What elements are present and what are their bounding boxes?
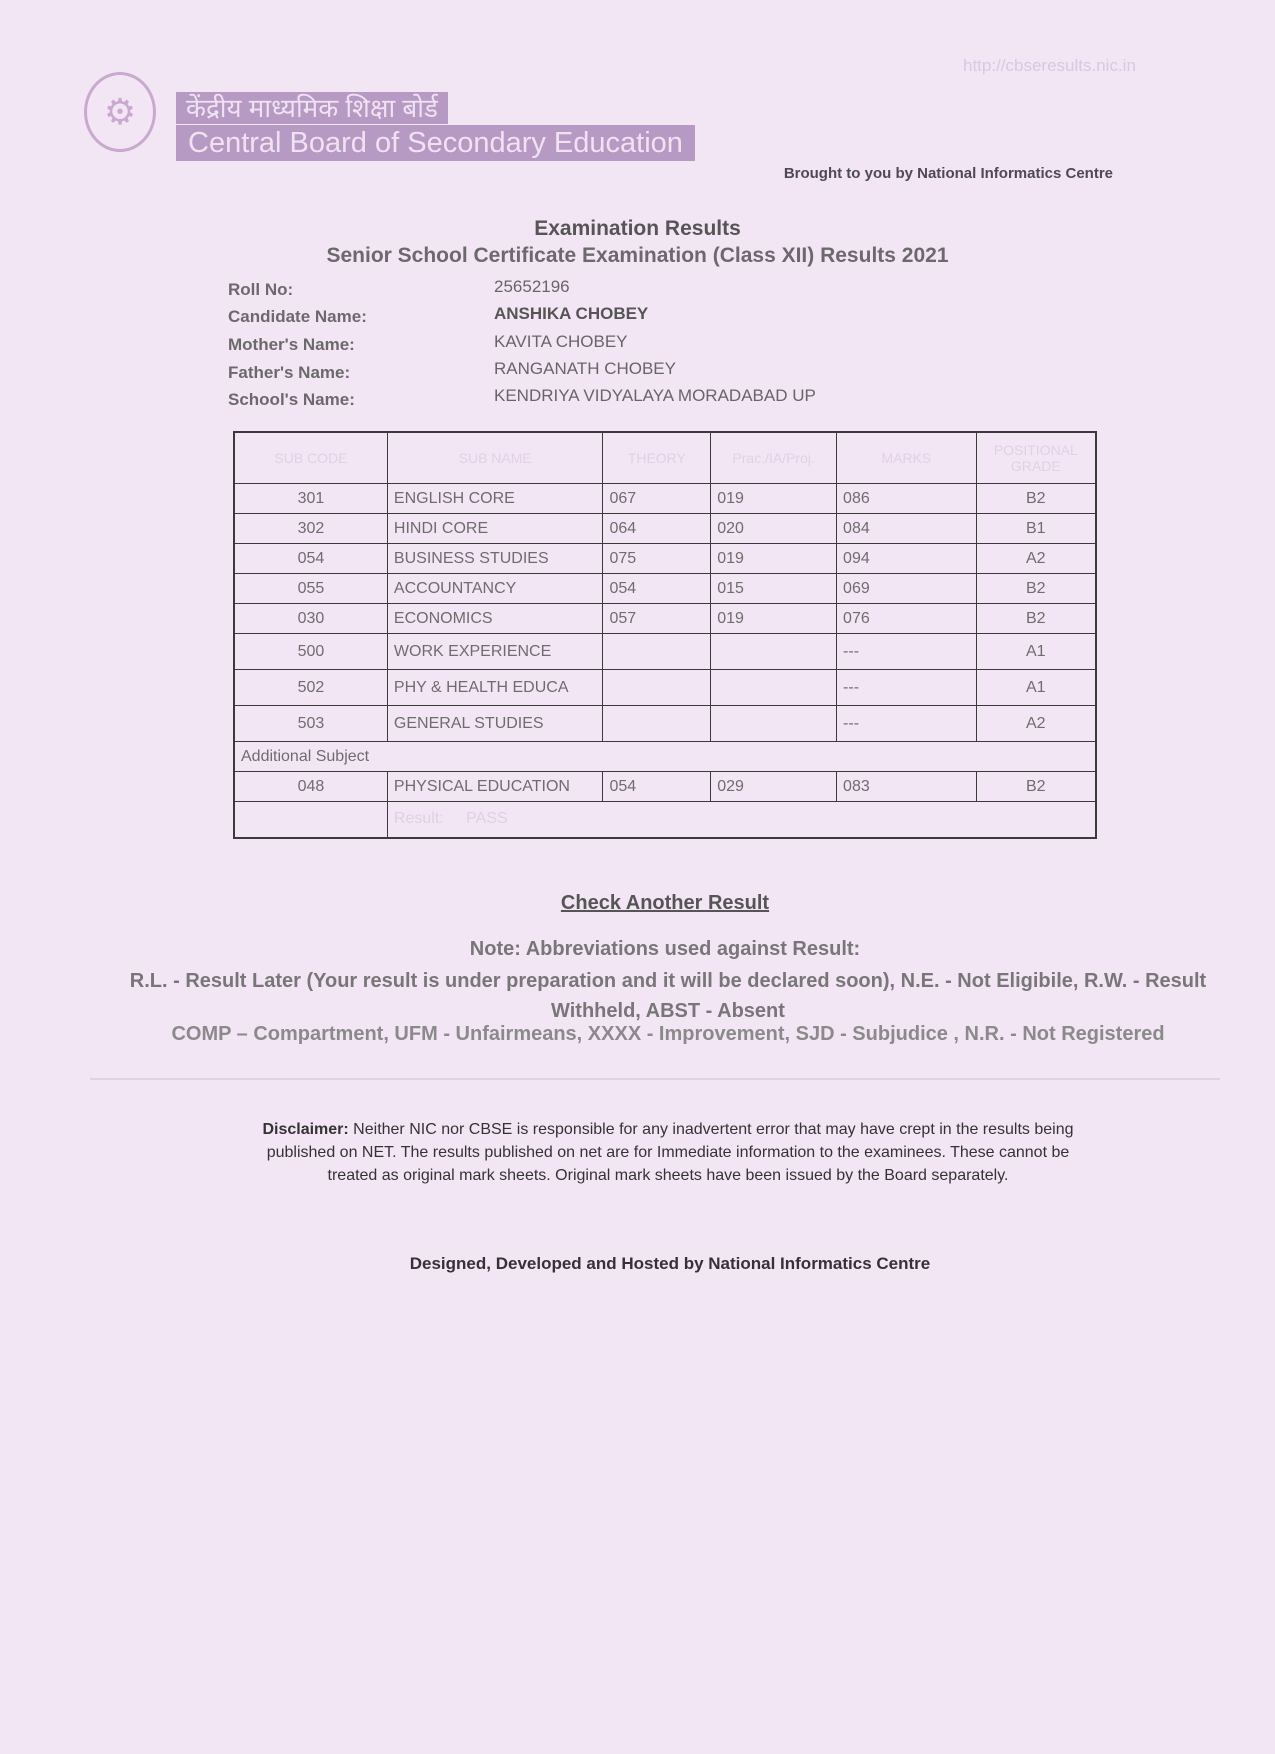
abbreviation-line-2: COMP – Compartment, UFM - Unfairmeans, XXXX - Improvement, SJD - Subjudice , N.R. - Not Registered [171,1023,1165,1045]
grade: A1 [976,670,1096,706]
table-row [234,484,1096,514]
mother-name-label: Mother's Name: [228,335,355,354]
sub-name: WORK EXPERIENCE [387,634,603,670]
table-row [234,574,1096,604]
sub-code: 055 [234,574,387,604]
total-marks: 083 [837,772,977,802]
table-row [234,544,1096,574]
header-practical: Prac./IA/Proj. [711,432,837,484]
additional-subject-label: Additional Subject [234,742,1096,772]
result-value: PASS [466,810,508,828]
grade: A1 [976,634,1096,670]
practical-marks: 029 [711,772,837,802]
school-name-label: School's Name: [228,390,355,409]
table-row [234,706,1096,742]
disclaimer-text: Neither NIC nor CBSE is responsible for any inadvertent error that may have crept in the results being published on NET. The results published on net are for Immediate information to the examinees. These cannot be treated as original mark sheets. Original mark sheets have been issued by the Board separately. [266,1121,1074,1184]
board-english-title: Central Board of Secondary Education [176,125,695,161]
sub-code: 503 [234,706,387,742]
total-marks: 086 [837,484,977,514]
theory-marks: 067 [603,484,711,514]
result-label: Result: [393,810,444,828]
total-marks: --- [837,634,977,670]
table-row [234,772,1096,802]
table-row [234,670,1096,706]
total-marks: 084 [837,514,977,544]
sub-name: BUSINESS STUDIES [387,544,603,574]
practical-marks: 019 [711,484,837,514]
sub-name: GENERAL STUDIES [387,706,603,742]
sub-code: 030 [234,604,387,634]
practical-marks [711,706,837,742]
exam-title: Examination Results [534,217,741,240]
header-grade: POSITIONAL GRADE [976,432,1096,484]
father-name-value: RANGANATH CHOBEY [494,359,676,378]
disclaimer [248,1118,1088,1187]
abbreviation-note-title: Note: Abbreviations used against Result: [469,938,861,960]
sub-name: PHY & HEALTH EDUCA [387,670,603,706]
grade: B1 [976,514,1096,544]
abbreviation-line-1: R.L. - Result Later (Your result is under preparation and it will be declared soon), N.E. - Not Eligibile, R.W. - Result Withheld, ABST - Absent [129,970,1207,1022]
sub-name: ECONOMICS [387,604,603,634]
theory-marks [603,634,711,670]
grade: A2 [976,706,1096,742]
theory-marks: 057 [603,604,711,634]
result-empty-cell [234,802,387,838]
total-marks: 076 [837,604,977,634]
site-url[interactable]: http://cbseresults.nic.in [963,56,1136,75]
board-hindi-title: केंद्रीय माध्यमिक शिक्षा बोर्ड [176,92,448,124]
total-marks: 069 [837,574,977,604]
sub-code: 302 [234,514,387,544]
result-cell [387,802,1096,838]
brought-by-text: Brought to you by National Informatics Centre [783,165,1113,182]
grade: B2 [976,574,1096,604]
designed-by-text: Designed, Developed and Hosted by National Informatics Centre [409,1254,931,1273]
total-marks: --- [837,706,977,742]
exam-subtitle: Senior School Certificate Examination (Class XII) Results 2021 [326,244,949,267]
practical-marks: 019 [711,544,837,574]
candidate-name-value: ANSHIKA CHOBEY [494,304,649,323]
theory-marks: 054 [603,574,711,604]
theory-marks: 064 [603,514,711,544]
sub-name: PHYSICAL EDUCATION [387,772,603,802]
table-row [234,634,1096,670]
practical-marks: 019 [711,604,837,634]
total-marks: 094 [837,544,977,574]
practical-marks [711,634,837,670]
check-another-result-link[interactable]: Check Another Result [560,892,770,914]
sub-code: 048 [234,772,387,802]
table-row [234,514,1096,544]
header-theory: THEORY [603,432,711,484]
results-table [233,431,1097,839]
roll-value: 25652196 [494,277,570,296]
additional-subject-row [234,742,1096,772]
school-name-value: KENDRIYA VIDYALAYA MORADABAD UP [494,386,816,405]
header-marks: MARKS [837,432,977,484]
divider [90,1078,1220,1080]
theory-marks: 054 [603,772,711,802]
theory-marks: 075 [603,544,711,574]
header-sub-name: SUB NAME [387,432,603,484]
total-marks: --- [837,670,977,706]
grade: B2 [976,604,1096,634]
practical-marks: 015 [711,574,837,604]
practical-marks: 020 [711,514,837,544]
mother-name-value: KAVITA CHOBEY [494,332,628,351]
sub-code: 301 [234,484,387,514]
candidate-name-label: Candidate Name: [228,307,367,326]
sub-name: ENGLISH CORE [387,484,603,514]
grade: B2 [976,772,1096,802]
disclaimer-label: Disclaimer: [262,1121,349,1138]
sub-name: HINDI CORE [387,514,603,544]
emblem-icon: ⚙ [103,91,137,132]
table-header-row [234,432,1096,484]
sub-code: 054 [234,544,387,574]
theory-marks [603,706,711,742]
roll-label: Roll No: [228,280,294,299]
practical-marks [711,670,837,706]
grade: B2 [976,484,1096,514]
sub-code: 502 [234,670,387,706]
result-row [234,802,1096,838]
header-sub-code: SUB CODE [234,432,387,484]
table-row [234,604,1096,634]
father-name-label: Father's Name: [228,363,351,382]
theory-marks [603,670,711,706]
sub-name: ACCOUNTANCY [387,574,603,604]
grade: A2 [976,544,1096,574]
sub-code: 500 [234,634,387,670]
cbse-logo [84,72,156,152]
